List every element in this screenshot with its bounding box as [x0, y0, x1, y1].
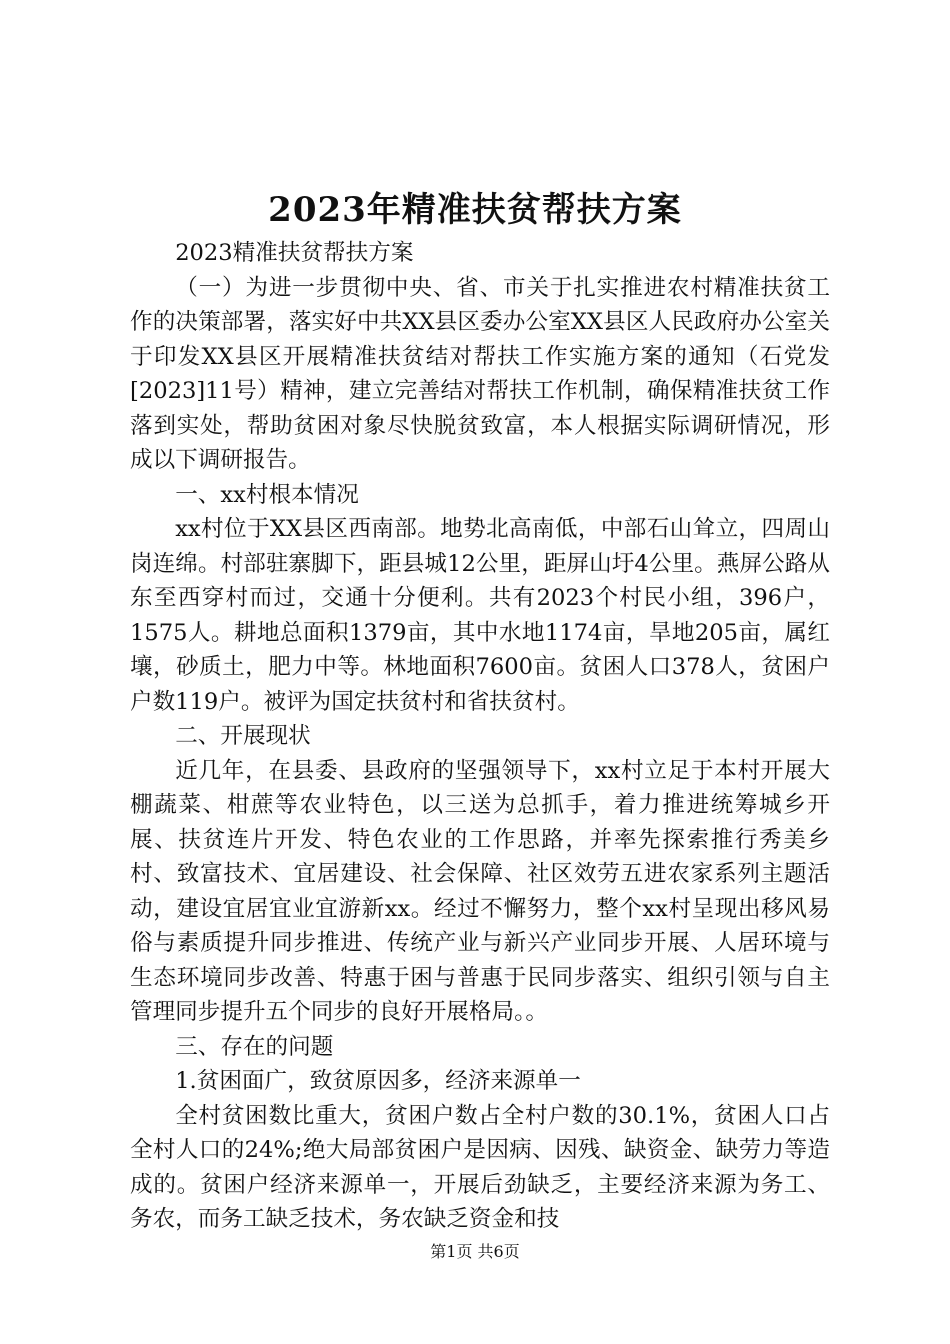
- status-paragraph: 近几年，在县委、县政府的坚强领导下，xx村立足于本村开展大棚蔬菜、柑蔗等农业特色，以三送为总抓手，着力推进统筹城乡开展、扶贫连片开发、特色农业的工作思路，并率先探索推行秀美乡村、致富技术、宜居建设、社会保障、社区效劳五进农家系列主题活动，建设宜居宜业宜游新xx。经过不懈努力，整个xx村呈现出移风易俗与素质提升同步推进、传统产业与新兴产业同步开展、人居环境与生态环境同步改善、特惠于困与普惠于民同步落实、组织引领与自主管理同步提升五个同步的良好开展格局。。: [130, 757, 830, 1025]
- section-heading-2: 二、开展现状: [175, 723, 311, 749]
- intro-paragraph: （一）为进一步贯彻中央、省、市关于扎实推进农村精准扶贫工作的决策部署，落实好中共XX县区委办公室XX县区人民政府办公室关于印发XX县区开展精准扶贫结对帮扶工作实施方案的通知（石党发[2023]11号）精神，建立完善结对帮扶工作机制，确保精准扶贫工作落到实处，帮助贫困对象尽快脱贫致富，本人根据实际调研情况，形成以下调研报告。: [130, 274, 830, 473]
- problem-paragraph: 全村贫困数比重大，贫困户数占全村户数的30.1%，贫困人口占全村人口的24%;绝大局部贫困户是因病、因残、缺资金、缺劳力等造成的。贫困户经济来源单一，开展后劲缺乏，主要经济来源为务工、务农，而务工缺乏技术，务农缺乏资金和技: [130, 1102, 830, 1232]
- document-title: 2023年精准扶贫帮扶方案: [268, 190, 682, 230]
- section-heading-3: 三、存在的问题: [175, 1033, 334, 1060]
- subtitle-paragraph: 2023精准扶贫帮扶方案: [175, 240, 414, 266]
- section-heading-1: 一、xx村根本情况: [175, 481, 359, 508]
- subsection-heading-1: 1.贫困面广，致贫原因多，经济来源单一: [175, 1068, 581, 1094]
- document-body: [130, 236, 830, 1237]
- page-footer: 第1页 共6页: [430, 1242, 520, 1261]
- village-info-paragraph: xx村位于XX县区西南部。地势北高南低，中部石山耸立，四周山岗连绵。村部驻寨脚下，距县城12公里，距屏山圩4公里。燕屏公路从东至西穿村而过，交通十分便利。共有2023个村民小组，396户，1575人。耕地总面积1379亩，其中水地1174亩，旱地205亩，属红壤，砂质土，肥力中等。林地面积7600亩。贫困人口378人，贫困户户数119户。被评为国定扶贫村和省扶贫村。: [130, 516, 830, 715]
